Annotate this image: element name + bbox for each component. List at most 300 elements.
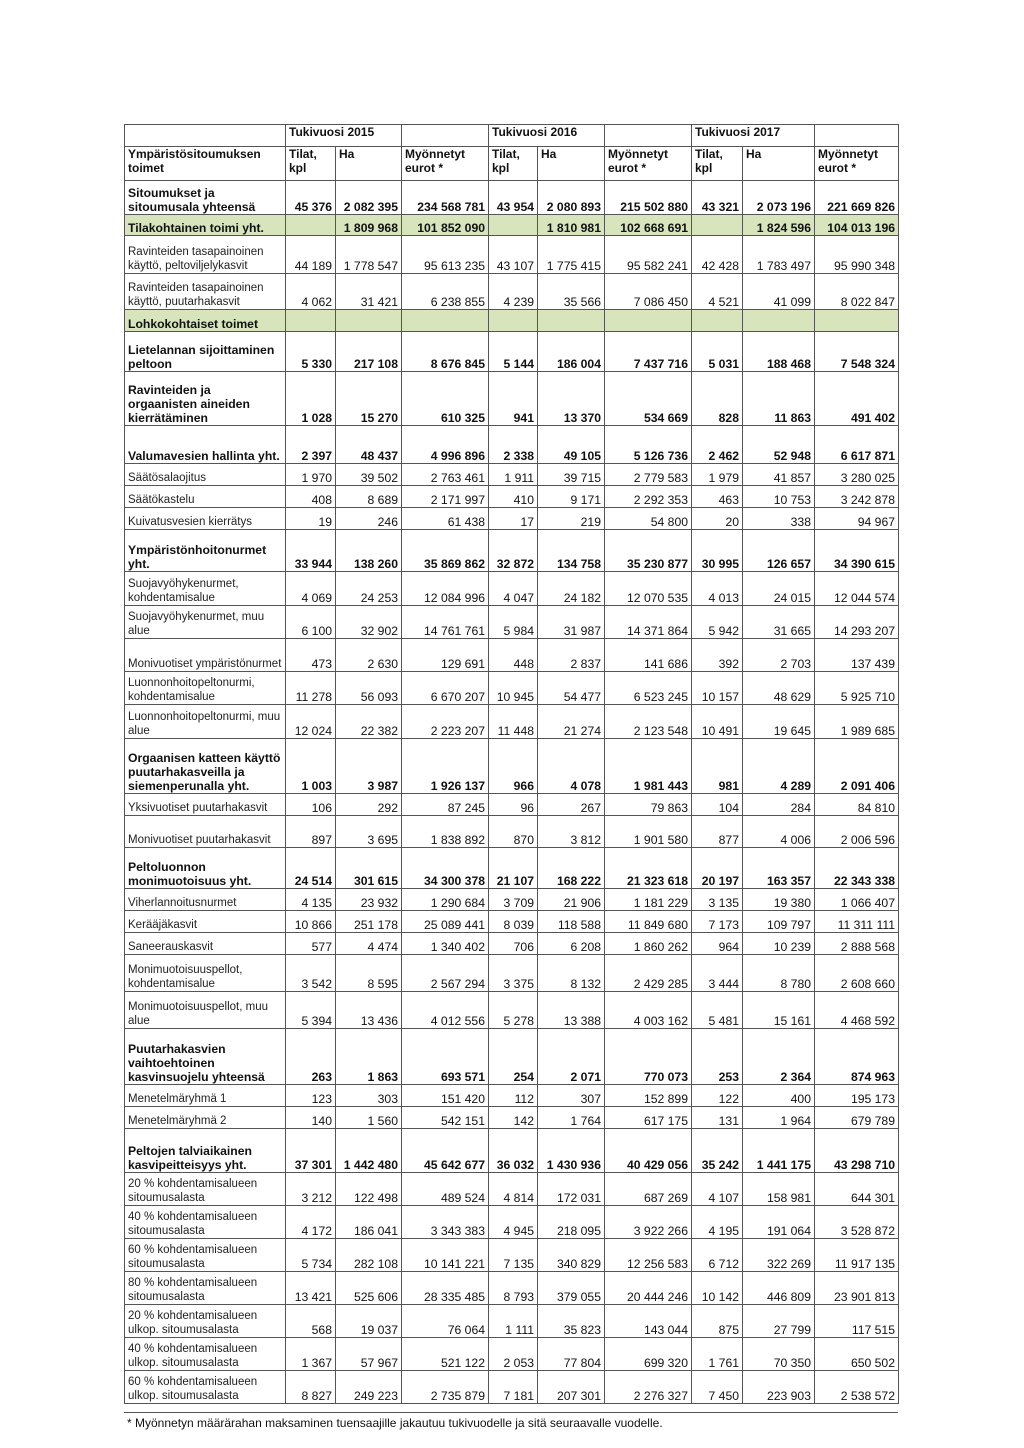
value-cell: 10 866 xyxy=(286,911,336,933)
value-cell: 4 006 xyxy=(743,816,815,848)
value-cell: 3 695 xyxy=(336,816,402,848)
value-cell: 12 256 583 xyxy=(605,1239,692,1272)
value-cell: 21 906 xyxy=(538,889,605,911)
value-cell: 1 003 xyxy=(286,739,336,794)
value-cell: 8 793 xyxy=(489,1272,538,1305)
value-cell: 1 783 497 xyxy=(743,236,815,274)
value-cell: 48 437 xyxy=(336,426,402,464)
value-cell: 2 171 997 xyxy=(402,486,489,508)
value-cell: 24 015 xyxy=(743,572,815,606)
value-cell: 3 242 878 xyxy=(815,486,899,508)
table-row xyxy=(125,1085,899,1107)
value-cell: 249 223 xyxy=(336,1371,402,1404)
value-cell: 11 863 xyxy=(743,372,815,426)
value-cell: 7 181 xyxy=(489,1371,538,1404)
value-cell: 19 xyxy=(286,508,336,530)
row-label: Ravinteiden ja orgaanisten aineiden kierrätäminen xyxy=(125,372,286,426)
value-cell: 303 xyxy=(336,1085,402,1107)
value-cell: 142 xyxy=(489,1107,538,1129)
value-cell: 43 954 xyxy=(489,181,538,215)
value-cell: 13 421 xyxy=(286,1272,336,1305)
value-cell: 4 003 162 xyxy=(605,992,692,1029)
value-cell: 8 039 xyxy=(489,911,538,933)
value-cell: 195 173 xyxy=(815,1085,899,1107)
value-cell: 134 758 xyxy=(538,530,605,572)
value-cell: 9 171 xyxy=(538,486,605,508)
value-cell: 40 429 056 xyxy=(605,1129,692,1173)
row-label: Monivuotiset ympäristönurmet xyxy=(125,639,286,672)
value-cell: 43 107 xyxy=(489,236,538,274)
value-cell: 3 812 xyxy=(538,816,605,848)
value-cell: 117 515 xyxy=(815,1305,899,1338)
value-cell: 21 274 xyxy=(538,705,605,739)
table-row xyxy=(125,816,899,848)
year-header-row xyxy=(125,125,899,147)
value-cell: 95 613 235 xyxy=(402,236,489,274)
value-cell: 131 xyxy=(692,1107,743,1129)
value-cell: 1 863 xyxy=(336,1029,402,1085)
value-cell: 1 340 402 xyxy=(402,933,489,955)
value-cell: 5 330 xyxy=(286,332,336,372)
value-cell: 2 080 893 xyxy=(538,181,605,215)
value-cell: 1 979 xyxy=(692,464,743,486)
value-cell: 7 135 xyxy=(489,1239,538,1272)
value-cell: 188 468 xyxy=(743,332,815,372)
table-row xyxy=(125,1371,899,1404)
value-cell: 207 301 xyxy=(538,1371,605,1404)
value-cell: 8 132 xyxy=(538,955,605,992)
value-cell: 54 800 xyxy=(605,508,692,530)
value-cell xyxy=(286,310,336,332)
value-cell: 11 311 111 xyxy=(815,911,899,933)
value-cell: 679 789 xyxy=(815,1107,899,1129)
empty-header-cell xyxy=(605,125,692,147)
value-cell: 42 428 xyxy=(692,236,743,274)
value-cell: 644 301 xyxy=(815,1173,899,1206)
row-label: 60 % kohdentamisalueen ulkop. sitoumusalasta xyxy=(125,1371,286,1404)
value-cell: 1 028 xyxy=(286,372,336,426)
value-cell: 31 987 xyxy=(538,606,605,639)
row-label: Luonnonhoitopeltonurmi, muu alue xyxy=(125,705,286,739)
row-label: Menetelmäryhmä 2 xyxy=(125,1107,286,1129)
value-cell: 56 093 xyxy=(336,672,402,705)
year-header: Tukivuosi 2017 xyxy=(692,125,815,147)
value-cell: 11 849 680 xyxy=(605,911,692,933)
value-cell: 122 498 xyxy=(336,1173,402,1206)
value-cell: 2 763 461 xyxy=(402,464,489,486)
value-cell: 4 521 xyxy=(692,274,743,310)
value-cell: 4 996 896 xyxy=(402,426,489,464)
row-label: Kerääjäkasvit xyxy=(125,911,286,933)
value-cell: 5 925 710 xyxy=(815,672,899,705)
value-cell xyxy=(605,310,692,332)
value-cell: 22 343 338 xyxy=(815,848,899,889)
value-cell: 104 013 196 xyxy=(815,215,899,236)
value-cell: 2 123 548 xyxy=(605,705,692,739)
table-row xyxy=(125,486,899,508)
value-cell: 1 926 137 xyxy=(402,739,489,794)
value-cell: 70 350 xyxy=(743,1338,815,1371)
table-row xyxy=(125,1029,899,1085)
value-cell: 1 860 262 xyxy=(605,933,692,955)
value-cell: 4 069 xyxy=(286,572,336,606)
value-cell: 1 775 415 xyxy=(538,236,605,274)
support-statistics-table xyxy=(124,124,899,1404)
value-cell: 2 630 xyxy=(336,639,402,672)
value-cell: 21 107 xyxy=(489,848,538,889)
value-cell: 693 571 xyxy=(402,1029,489,1085)
row-label: Ravinteiden tasapainoinen käyttö, puutarhakasvit xyxy=(125,274,286,310)
table-row xyxy=(125,639,899,672)
value-cell: 2 338 xyxy=(489,426,538,464)
value-cell: 534 669 xyxy=(605,372,692,426)
row-label: Saneerauskasvit xyxy=(125,933,286,955)
value-cell: 54 477 xyxy=(538,672,605,705)
value-cell: 1 824 596 xyxy=(743,215,815,236)
value-cell: 4 195 xyxy=(692,1206,743,1239)
value-cell: 2 091 406 xyxy=(815,739,899,794)
value-cell: 2 073 196 xyxy=(743,181,815,215)
row-label: 80 % kohdentamisalueen sitoumusalasta xyxy=(125,1272,286,1305)
value-cell: 215 502 880 xyxy=(605,181,692,215)
value-cell: 28 335 485 xyxy=(402,1272,489,1305)
value-cell: 340 829 xyxy=(538,1239,605,1272)
value-cell: 246 xyxy=(336,508,402,530)
value-cell: 43 298 710 xyxy=(815,1129,899,1173)
value-cell: 52 948 xyxy=(743,426,815,464)
value-cell: 282 108 xyxy=(336,1239,402,1272)
value-cell: 4 012 556 xyxy=(402,992,489,1029)
value-cell: 101 852 090 xyxy=(402,215,489,236)
value-cell: 168 222 xyxy=(538,848,605,889)
value-cell: 5 734 xyxy=(286,1239,336,1272)
value-cell: 3 709 xyxy=(489,889,538,911)
value-cell: 5 481 xyxy=(692,992,743,1029)
value-cell xyxy=(402,310,489,332)
value-cell: 874 963 xyxy=(815,1029,899,1085)
value-cell: 284 xyxy=(743,794,815,816)
value-cell: 1 560 xyxy=(336,1107,402,1129)
value-cell: 45 642 677 xyxy=(402,1129,489,1173)
table-row xyxy=(125,332,899,372)
row-label: Valumavesien hallinta yht. xyxy=(125,426,286,464)
value-cell: 221 669 826 xyxy=(815,181,899,215)
value-cell: 21 323 618 xyxy=(605,848,692,889)
value-cell: 1 810 981 xyxy=(538,215,605,236)
value-cell xyxy=(692,215,743,236)
row-label: Lohkokohtaiset toimet xyxy=(125,310,286,332)
value-cell: 12 024 xyxy=(286,705,336,739)
value-cell: 12 070 535 xyxy=(605,572,692,606)
value-cell: 87 245 xyxy=(402,794,489,816)
value-cell: 94 967 xyxy=(815,508,899,530)
value-cell: 10 945 xyxy=(489,672,538,705)
value-cell: 617 175 xyxy=(605,1107,692,1129)
empty-header-cell xyxy=(402,125,489,147)
value-cell: 35 823 xyxy=(538,1305,605,1338)
table-row xyxy=(125,530,899,572)
value-cell: 23 932 xyxy=(336,889,402,911)
value-cell: 2 888 568 xyxy=(815,933,899,955)
value-cell: 5 031 xyxy=(692,332,743,372)
value-cell: 1 989 685 xyxy=(815,705,899,739)
value-cell: 3 135 xyxy=(692,889,743,911)
value-cell: 577 xyxy=(286,933,336,955)
value-cell: 7 450 xyxy=(692,1371,743,1404)
row-label: Luonnonhoitopeltonurmi, kohdentamisalue xyxy=(125,672,286,705)
value-cell: 2 223 207 xyxy=(402,705,489,739)
value-cell: 2 053 xyxy=(489,1338,538,1371)
value-cell: 32 872 xyxy=(489,530,538,572)
value-cell: 3 987 xyxy=(336,739,402,794)
value-cell: 1 809 968 xyxy=(336,215,402,236)
col-header-tilat: Tilat, kpl xyxy=(692,147,743,181)
value-cell: 8 827 xyxy=(286,1371,336,1404)
value-cell: 1 911 xyxy=(489,464,538,486)
value-cell: 1 838 892 xyxy=(402,816,489,848)
value-cell: 2 292 353 xyxy=(605,486,692,508)
value-cell: 1 964 xyxy=(743,1107,815,1129)
value-cell: 4 474 xyxy=(336,933,402,955)
empty-header-cell xyxy=(815,125,899,147)
value-cell: 140 xyxy=(286,1107,336,1129)
value-cell: 2 429 285 xyxy=(605,955,692,992)
value-cell: 4 468 592 xyxy=(815,992,899,1029)
value-cell: 45 376 xyxy=(286,181,336,215)
value-cell: 30 995 xyxy=(692,530,743,572)
table-row xyxy=(125,1129,899,1173)
col-header-ha: Ha xyxy=(743,147,815,181)
value-cell: 186 041 xyxy=(336,1206,402,1239)
value-cell: 34 390 615 xyxy=(815,530,899,572)
value-cell: 964 xyxy=(692,933,743,955)
value-cell: 12 044 574 xyxy=(815,572,899,606)
value-cell: 6 617 871 xyxy=(815,426,899,464)
value-cell: 525 606 xyxy=(336,1272,402,1305)
col-header-eurot: Myönnetyt eurot * xyxy=(815,147,899,181)
value-cell: 2 735 879 xyxy=(402,1371,489,1404)
value-cell: 1 981 443 xyxy=(605,739,692,794)
value-cell: 4 013 xyxy=(692,572,743,606)
value-cell: 6 670 207 xyxy=(402,672,489,705)
value-cell: 1 764 xyxy=(538,1107,605,1129)
value-cell: 6 238 855 xyxy=(402,274,489,310)
value-cell: 966 xyxy=(489,739,538,794)
value-cell: 2 397 xyxy=(286,426,336,464)
table-row xyxy=(125,992,899,1029)
value-cell: 23 901 813 xyxy=(815,1272,899,1305)
row-label: Säätökastelu xyxy=(125,486,286,508)
value-cell: 2 071 xyxy=(538,1029,605,1085)
value-cell: 11 917 135 xyxy=(815,1239,899,1272)
value-cell: 5 126 736 xyxy=(605,426,692,464)
value-cell: 4 239 xyxy=(489,274,538,310)
row-label: Viherlannoitusnurmet xyxy=(125,889,286,911)
value-cell: 8 676 845 xyxy=(402,332,489,372)
value-cell: 379 055 xyxy=(538,1272,605,1305)
value-cell: 234 568 781 xyxy=(402,181,489,215)
value-cell: 10 491 xyxy=(692,705,743,739)
value-cell: 3 343 383 xyxy=(402,1206,489,1239)
value-cell: 143 044 xyxy=(605,1305,692,1338)
col-header-tilat: Tilat, kpl xyxy=(286,147,336,181)
value-cell: 57 967 xyxy=(336,1338,402,1371)
value-cell: 392 xyxy=(692,639,743,672)
table-row xyxy=(125,181,899,215)
value-cell: 24 253 xyxy=(336,572,402,606)
table-row xyxy=(125,848,899,889)
row-label: Menetelmäryhmä 1 xyxy=(125,1085,286,1107)
value-cell: 2 703 xyxy=(743,639,815,672)
value-cell: 5 942 xyxy=(692,606,743,639)
value-cell: 20 xyxy=(692,508,743,530)
value-cell: 138 260 xyxy=(336,530,402,572)
value-cell: 48 629 xyxy=(743,672,815,705)
value-cell: 76 064 xyxy=(402,1305,489,1338)
value-cell: 118 588 xyxy=(538,911,605,933)
value-cell: 699 320 xyxy=(605,1338,692,1371)
value-cell: 163 357 xyxy=(743,848,815,889)
value-cell: 7 548 324 xyxy=(815,332,899,372)
value-cell: 491 402 xyxy=(815,372,899,426)
value-cell: 218 095 xyxy=(538,1206,605,1239)
value-cell: 446 809 xyxy=(743,1272,815,1305)
value-cell: 3 212 xyxy=(286,1173,336,1206)
value-cell: 521 122 xyxy=(402,1338,489,1371)
value-cell xyxy=(538,310,605,332)
value-cell: 123 xyxy=(286,1085,336,1107)
value-cell: 13 388 xyxy=(538,992,605,1029)
col-header-ha: Ha xyxy=(336,147,402,181)
value-cell: 33 944 xyxy=(286,530,336,572)
value-cell: 10 753 xyxy=(743,486,815,508)
value-cell: 24 514 xyxy=(286,848,336,889)
value-cell: 49 105 xyxy=(538,426,605,464)
value-cell: 877 xyxy=(692,816,743,848)
value-cell: 34 300 378 xyxy=(402,848,489,889)
table-row xyxy=(125,1338,899,1371)
value-cell: 3 280 025 xyxy=(815,464,899,486)
value-cell: 13 436 xyxy=(336,992,402,1029)
value-cell: 7 086 450 xyxy=(605,274,692,310)
year-header: Tukivuosi 2016 xyxy=(489,125,605,147)
value-cell: 35 566 xyxy=(538,274,605,310)
value-cell: 35 230 877 xyxy=(605,530,692,572)
value-cell: 1 778 547 xyxy=(336,236,402,274)
table-row xyxy=(125,464,899,486)
value-cell: 1 442 480 xyxy=(336,1129,402,1173)
value-cell: 219 xyxy=(538,508,605,530)
value-cell: 41 099 xyxy=(743,274,815,310)
value-cell: 2 364 xyxy=(743,1029,815,1085)
value-cell: 3 528 872 xyxy=(815,1206,899,1239)
value-cell: 4 814 xyxy=(489,1173,538,1206)
table-row xyxy=(125,372,899,426)
value-cell: 11 448 xyxy=(489,705,538,739)
value-cell: 39 502 xyxy=(336,464,402,486)
value-cell: 6 100 xyxy=(286,606,336,639)
value-cell: 13 370 xyxy=(538,372,605,426)
value-cell: 2 462 xyxy=(692,426,743,464)
value-cell: 3 444 xyxy=(692,955,743,992)
value-cell: 217 108 xyxy=(336,332,402,372)
col-header-ha: Ha xyxy=(538,147,605,181)
col-header-eurot: Myönnetyt eurot * xyxy=(402,147,489,181)
value-cell: 2 538 572 xyxy=(815,1371,899,1404)
value-cell: 24 182 xyxy=(538,572,605,606)
table-row xyxy=(125,236,899,274)
value-cell: 44 189 xyxy=(286,236,336,274)
table-row xyxy=(125,508,899,530)
value-cell: 137 439 xyxy=(815,639,899,672)
value-cell: 253 xyxy=(692,1029,743,1085)
value-cell: 2 276 327 xyxy=(605,1371,692,1404)
value-cell: 463 xyxy=(692,486,743,508)
row-label: Peltojen talviaikainen kasvipeitteisyys yht. xyxy=(125,1129,286,1173)
table-row xyxy=(125,955,899,992)
footnote: * Myönnetyn määrärahan maksaminen tuensaajille jakautuu tukivuodelle ja sitä seuraavalle vuodelle. xyxy=(124,1412,898,1433)
value-cell: 1 181 229 xyxy=(605,889,692,911)
value-cell: 687 269 xyxy=(605,1173,692,1206)
value-cell: 3 542 xyxy=(286,955,336,992)
value-cell: 2 082 395 xyxy=(336,181,402,215)
value-cell: 8 595 xyxy=(336,955,402,992)
row-label-header: Ympäristösitoumuksen toimet xyxy=(125,147,286,181)
value-cell: 151 420 xyxy=(402,1085,489,1107)
table-row xyxy=(125,1239,899,1272)
value-cell: 6 208 xyxy=(538,933,605,955)
value-cell: 338 xyxy=(743,508,815,530)
value-cell: 5 278 xyxy=(489,992,538,1029)
value-cell: 172 031 xyxy=(538,1173,605,1206)
value-cell xyxy=(815,310,899,332)
row-label: Yksivuotiset puutarhakasvit xyxy=(125,794,286,816)
value-cell: 31 421 xyxy=(336,274,402,310)
value-cell xyxy=(743,310,815,332)
table-row xyxy=(125,426,899,464)
table-row xyxy=(125,933,899,955)
value-cell: 41 857 xyxy=(743,464,815,486)
row-label: 40 % kohdentamisalueen sitoumusalasta xyxy=(125,1206,286,1239)
table-row xyxy=(125,1107,899,1129)
value-cell: 941 xyxy=(489,372,538,426)
value-cell: 19 037 xyxy=(336,1305,402,1338)
value-cell: 2 837 xyxy=(538,639,605,672)
value-cell: 25 089 441 xyxy=(402,911,489,933)
column-header-row xyxy=(125,147,899,181)
value-cell: 650 502 xyxy=(815,1338,899,1371)
value-cell: 8 780 xyxy=(743,955,815,992)
value-cell: 43 321 xyxy=(692,181,743,215)
value-cell: 31 665 xyxy=(743,606,815,639)
value-cell: 95 582 241 xyxy=(605,236,692,274)
value-cell: 4 107 xyxy=(692,1173,743,1206)
value-cell: 17 xyxy=(489,508,538,530)
row-label: 60 % kohdentamisalueen sitoumusalasta xyxy=(125,1239,286,1272)
value-cell: 79 863 xyxy=(605,794,692,816)
value-cell: 5 984 xyxy=(489,606,538,639)
value-cell: 10 239 xyxy=(743,933,815,955)
value-cell: 158 981 xyxy=(743,1173,815,1206)
value-cell: 102 668 691 xyxy=(605,215,692,236)
value-cell: 473 xyxy=(286,639,336,672)
value-cell: 4 172 xyxy=(286,1206,336,1239)
table-row xyxy=(125,889,899,911)
value-cell: 1 970 xyxy=(286,464,336,486)
value-cell: 3 375 xyxy=(489,955,538,992)
value-cell: 104 xyxy=(692,794,743,816)
value-cell: 10 142 xyxy=(692,1272,743,1305)
